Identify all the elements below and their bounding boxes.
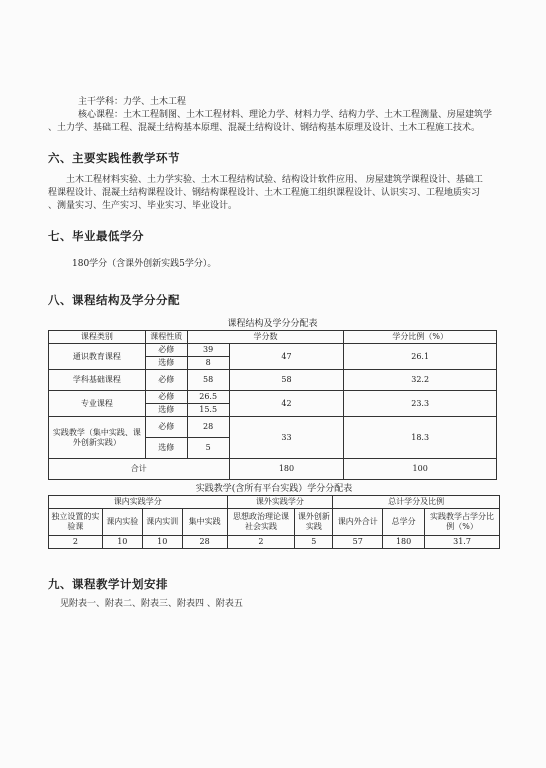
total-cell: 58 bbox=[229, 370, 344, 391]
header-political-practice: 思想政治理论课社会实践 bbox=[227, 509, 295, 536]
header-nature: 课程性质 bbox=[145, 331, 187, 344]
total-cell: 47 bbox=[229, 344, 344, 370]
value-cell: 5 bbox=[295, 536, 333, 549]
section-9-text: 见附表一、附表二、附表三、附表四 、附表五 bbox=[60, 599, 243, 609]
value-cell: 31.7 bbox=[425, 536, 500, 549]
ratio-cell: 32.2 bbox=[344, 370, 497, 391]
nature-cell: 必修 bbox=[145, 391, 187, 404]
ratio-cell: 18.3 bbox=[344, 417, 497, 459]
table-group-header-row bbox=[49, 496, 500, 509]
nature-cell: 必修 bbox=[145, 417, 187, 438]
header-practice-ratio: 实践教学占学分比例（%） bbox=[425, 509, 500, 536]
value-cell: 10 bbox=[102, 536, 142, 549]
header-credits: 学分数 bbox=[187, 331, 344, 344]
main-disciplines-text: 主干学科：力学、土木工程 bbox=[78, 97, 187, 107]
nature-cell: 必修 bbox=[145, 370, 187, 391]
sum-total: 180 bbox=[229, 459, 344, 480]
total-cell: 42 bbox=[229, 391, 344, 417]
credit-cell: 58 bbox=[187, 370, 229, 391]
section-7-text: 180学分（含课外创新实践5学分）。 bbox=[72, 259, 217, 269]
header-in-class-lab: 课内实验 bbox=[102, 509, 142, 536]
section-7-heading: 七、毕业最低学分 bbox=[48, 229, 144, 243]
core-courses-line-2: 、土力学、基础工程、混凝土结构基本原理、混凝土结构设计、钢结构基本原理及设计、土木工程施工技术。 bbox=[48, 123, 481, 133]
header-innovation-practice: 课外创新实践 bbox=[295, 509, 333, 536]
category-cell: 专业课程 bbox=[49, 391, 146, 417]
category-cell: 通识教育课程 bbox=[49, 344, 146, 370]
header-independent-lab: 独立设置的实验课 bbox=[49, 509, 103, 536]
header-combined-total: 课内外合计 bbox=[333, 509, 383, 536]
credit-cell: 28 bbox=[187, 417, 229, 438]
header-concentrated-practice: 集中实践 bbox=[182, 509, 227, 536]
value-cell: 28 bbox=[182, 536, 227, 549]
header-ratio: 学分比例（%） bbox=[344, 331, 497, 344]
credit-cell: 5 bbox=[187, 438, 229, 459]
group-extra-class: 课外实践学分 bbox=[227, 496, 333, 509]
header-total-credits: 总学分 bbox=[383, 509, 425, 536]
table-sum-row bbox=[49, 459, 497, 480]
nature-cell: 选修 bbox=[145, 357, 187, 370]
practice-credit-table bbox=[48, 495, 500, 549]
credit-structure-table bbox=[48, 330, 497, 480]
sum-ratio: 100 bbox=[344, 459, 497, 480]
nature-cell: 必修 bbox=[145, 344, 187, 357]
credit-cell: 15.5 bbox=[187, 404, 229, 417]
value-cell: 180 bbox=[383, 536, 425, 549]
nature-cell: 选修 bbox=[145, 404, 187, 417]
table-row bbox=[49, 344, 497, 357]
header-category: 课程类别 bbox=[49, 331, 146, 344]
header-in-class-training: 课内实训 bbox=[142, 509, 182, 536]
section-8-heading: 八、课程结构及学分分配 bbox=[48, 293, 180, 307]
table-row bbox=[49, 370, 497, 391]
credit-cell: 26.5 bbox=[187, 391, 229, 404]
table-row bbox=[49, 391, 497, 404]
section-9-heading: 九、课程教学计划安排 bbox=[48, 577, 168, 591]
table-2-caption: 实践教学(含所有平台实践）学分分配表 bbox=[195, 484, 353, 494]
ratio-cell: 23.3 bbox=[344, 391, 497, 417]
credit-cell: 39 bbox=[187, 344, 229, 357]
value-cell: 2 bbox=[49, 536, 103, 549]
category-cell: 实践教学（集中实践、课外创新实践） bbox=[49, 417, 146, 459]
section-6-line-1: 土木工程材料实验、土力学实验、土木工程结构试验、结构设计软件应用、 房屋建筑学课程设计、基础工 bbox=[66, 175, 483, 185]
group-total: 总计学分及比例 bbox=[333, 496, 500, 509]
nature-cell: 选修 bbox=[145, 438, 187, 459]
table-header-row bbox=[49, 509, 500, 536]
table-1-caption: 课程结构及学分分配表 bbox=[227, 319, 318, 329]
section-6-line-2: 程课程设计、混凝土结构课程设计、钢结构课程设计、土木工程施工组织课程设计、认识实习、工程地质实习 bbox=[48, 188, 481, 198]
value-cell: 57 bbox=[333, 536, 383, 549]
total-cell: 33 bbox=[229, 417, 344, 459]
core-courses-line-1: 核心课程：土木工程制图、土木工程材料、理论力学、材料力学、结构力学、土木工程测量、房屋建筑学 bbox=[78, 110, 493, 120]
credit-cell: 8 bbox=[187, 357, 229, 370]
sum-label: 合计 bbox=[49, 459, 230, 480]
value-cell: 10 bbox=[142, 536, 182, 549]
section-6-line-3: 、测量实习、生产实习、毕业实习、毕业设计。 bbox=[48, 201, 238, 211]
category-cell: 学科基础课程 bbox=[49, 370, 146, 391]
section-6-heading: 六、主要实践性教学环节 bbox=[48, 151, 180, 165]
value-cell: 2 bbox=[227, 536, 295, 549]
table-row bbox=[49, 536, 500, 549]
group-in-class: 课内实践学分 bbox=[49, 496, 228, 509]
table-row bbox=[49, 417, 497, 438]
table-header-row bbox=[49, 331, 497, 344]
ratio-cell: 26.1 bbox=[344, 344, 497, 370]
